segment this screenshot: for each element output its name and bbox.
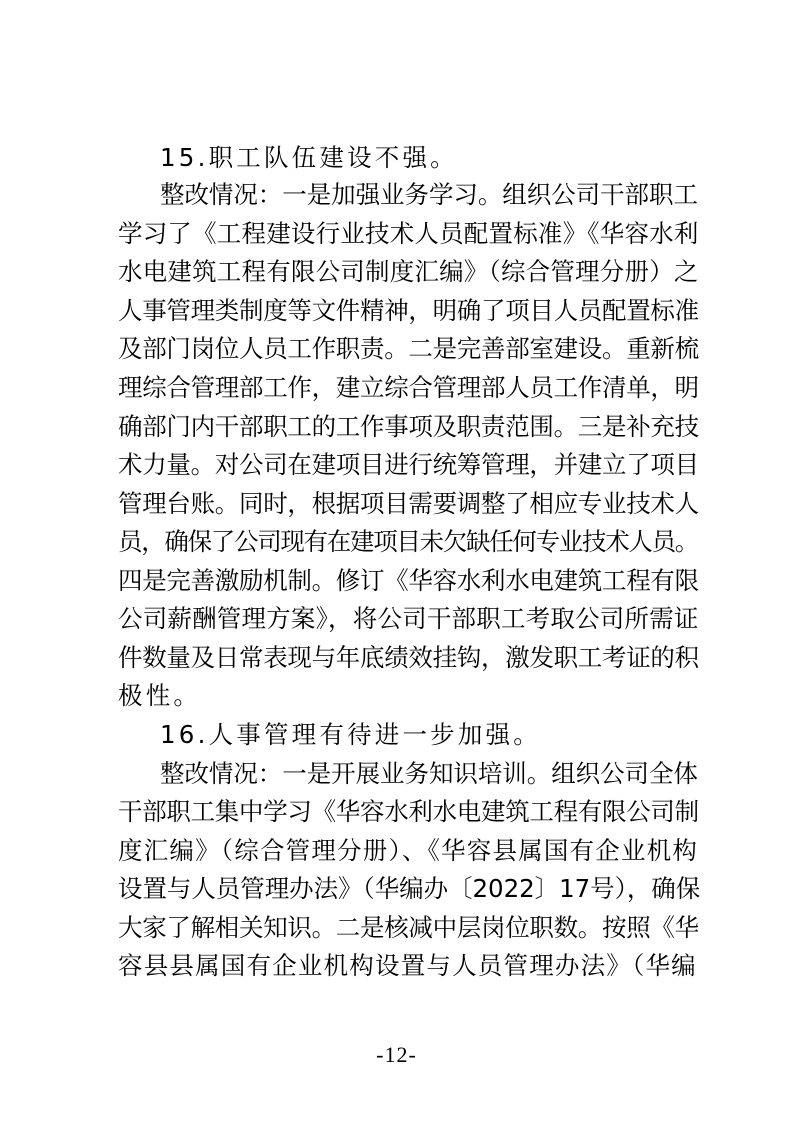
paragraph-line: 公司薪酬管理方案》，将公司干部职工考取公司所需证 (118, 604, 699, 633)
paragraph-line: 人事管理类制度等文件精神，明确了项目人员配置标准 (118, 296, 699, 325)
paragraph-line: 四是完善激励机制。修订《华容水利水电建筑工程有限 (118, 566, 699, 595)
paragraph-line: 及部门岗位人员工作职责。二是完善部室建设。重新梳 (118, 334, 699, 363)
paragraph-line: 理综合管理部工作，建立综合管理部人员工作清单，明 (118, 373, 699, 402)
paragraph-line: 设置与人员管理办法》（华编办〔2022〕17号），确保 (118, 874, 701, 903)
paragraph-line: 大家了解相关知识。二是核减中层岗位职数。按照《华 (118, 913, 699, 942)
page-number: -12- (376, 1042, 417, 1067)
paragraph-line: 整改情况：一是加强业务学习。组织公司干部职工 (160, 180, 698, 209)
paragraph-line: 容县县属国有企业机构设置与人员管理办法》（华编 (118, 951, 697, 980)
paragraph-line: 极性。 (118, 681, 202, 710)
paragraph-line: 管理台账。同时，根据项目需要调整了相应专业技术人 (118, 489, 699, 518)
paragraph-line: 员，确保了公司现有在建项目未欠缺任何专业技术人员。 (118, 527, 698, 556)
paragraph-line: 整改情况：一是开展业务知识培训。组织公司全体 (160, 759, 698, 788)
paragraph-line: 学习了《工程建设行业技术人员配置标准》《华容水利 (118, 219, 699, 248)
heading-item-15: 15.职工队伍建设不强。 (160, 143, 458, 172)
paragraph-line: 术力量。对公司在建项目进行统筹管理，并建立了项目 (118, 450, 699, 479)
paragraph-line: 度汇编》（综合管理分册）、《华容县属国有企业机构 (118, 836, 699, 865)
paragraph-line: 水电建筑工程有限公司制度汇编》（综合管理分册）之 (118, 257, 699, 286)
paragraph-line: 干部职工集中学习《华容水利水电建筑工程有限公司制 (118, 797, 699, 826)
paragraph-line: 件数量及日常表现与年底绩效挂钩，激发职工考证的积 (118, 643, 699, 672)
heading-item-16: 16.人事管理有待进一步加强。 (160, 720, 541, 749)
paragraph-line: 确部门内干部职工的工作事项及职责范围。三是补充技 (118, 412, 699, 441)
